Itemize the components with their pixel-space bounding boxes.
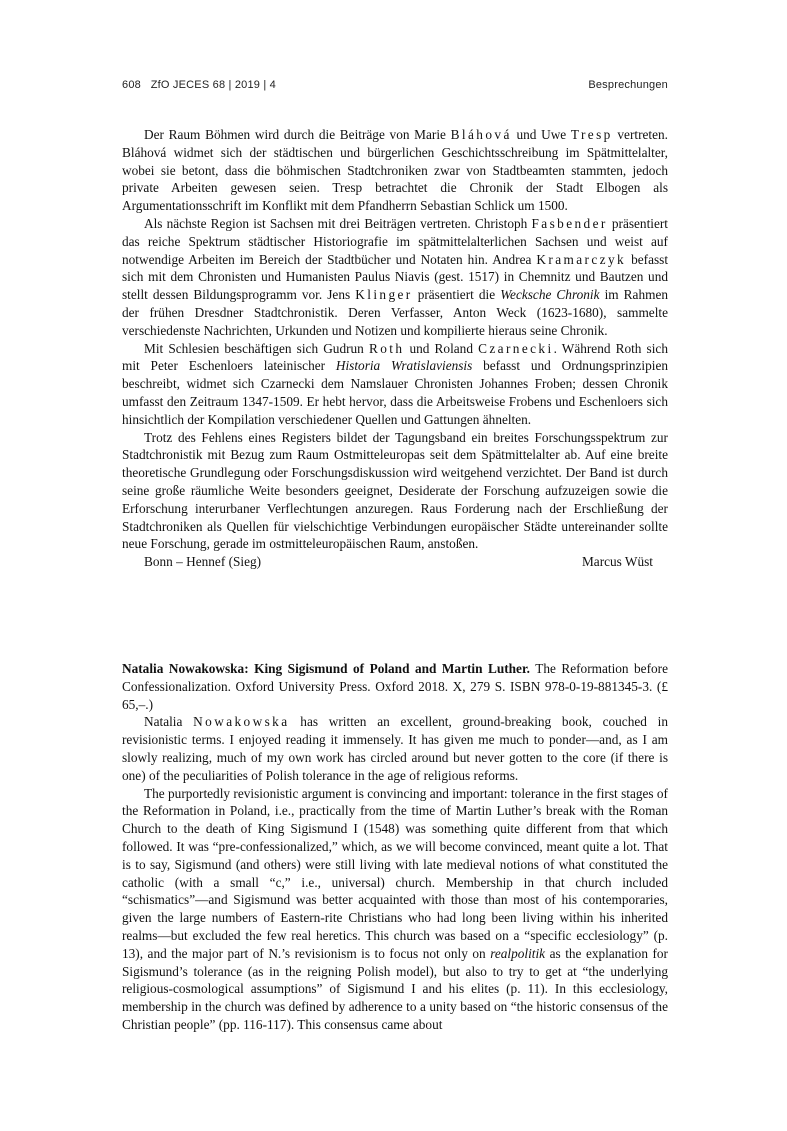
author-name: Nowakowska: [193, 714, 290, 730]
signature-author: Marcus Wüst: [581, 554, 653, 570]
author-name: Bláhová: [450, 127, 512, 142]
section-title: Besprechungen: [588, 79, 668, 91]
review-2-heading: [122, 660, 668, 713]
author-name: Czarnecki: [478, 340, 554, 356]
review-2-bibliography: The Reformation before Confessionalization. Oxford University Press. Oxford 2018. X, 279 S. ISBN 978-0-19-881345-3. (£ 65,–.): [122, 661, 668, 712]
author-name: Tresp: [570, 127, 613, 142]
review-2-title: Natalia Nowakowska: King Sigismund of Poland and Martin Luther.: [122, 661, 530, 676]
author-name: Kramarczyk: [536, 251, 627, 267]
review-1-paragraph-3: Mit Schlesien beschäftigen sich Gudrun Roth und Roland Czarnecki. Während Roth sich mit Peter Eschenloers lateinischer Historia Wratislaviensis befasst und Ordnungsprinzipien beschreibt, widmet sich Czarnecki dem Namslauer Chronisten Johannes Froben; dessen Chronik umfasst den Zeitraum 1347-1509. Er hebt hervor, dass die Arbeitsweise Frobens und Eschenloers sich hinsichtlich der Kompilation verschiedener Quellen und Gattungen ähnelten.: [122, 340, 668, 427]
journal-title: ZfO JECES 68 | 2019 | 4: [150, 79, 276, 91]
work-title: Wecksche Chronik: [500, 287, 600, 303]
review-2: [122, 660, 668, 1034]
review-2-paragraph-2: The purportedly revisionistic argument is convincing and important: tolerance in the first stages of the Reformation in Poland, i.e., practically from the time of Martin Luther’s break with the Roman Church to the death of King Sigismund I (1548) was something quite different from that which followed. It was “pre-confessionalized,” which, as we will become convinced, meant quite a lot. That is to say, Sigismund (and others) were still living with late medieval notions of what constituted the catholic (with a small “c,” i.e., universal) church. Membership in that church included “schismatics”—and Sigismund was better acquainted with those than most of his contemporaries, given the large numbers of Eastern-rite Christians who had long been living within his inherited realms—but excluded the few real heretics. This church was based on a “specific ecclesiology” (p. 13), and the major part of N.’s revisionism is to focus not only on realpolitik as the explanation for Sigismund’s tolerance (as in the reigning Polish model), but also to try to get at “the underlying religious-cosmological assumptions” of Sigismund I and his elites (p. 11). In this ecclesiology, membership in the church was defined by adherence to a unity based on “the historic consensus of the Christian people” (pp. 116-117). This consensus came about: [122, 785, 668, 1032]
review-1-paragraph-1: Der Raum Böhmen wird durch die Beiträge von Marie Bláhová und Uwe Tresp vertreten. Bláhová widmet sich der städtischen und bürgerlichen Geschichtsschreibung im Spätmittelalter, wobei sie betont, dass die böhmischen Stadtchroniken zwar von Stadtbeamten stammten, jedoch private Arbeiten gewesen seien. Tresp betrachtet die Chronik der Stadt Elbogen als Argumentationsschrift im Konflikt mit dem Pfandherrn Sebastian Schlick um 1500.: [122, 127, 668, 214]
review-2-paragraph-1: Natalia Nowakowska has written an excellent, ground-breaking book, couched in revisionistic terms. I enjoyed reading it immensely. It has given me much to ponder—and, as I am slowly realizing, much of my own work has circled around but never gotten to the core (if there is one) of the peculiarities of Polish tolerance in the age of religious reforms.: [122, 714, 668, 783]
review-1-signature: [122, 553, 668, 571]
page-number: 608: [122, 79, 141, 91]
review-1-paragraph-4: Trotz des Fehlens eines Registers bildet der Tagungsband ein breites Forschungsspektrum zur Stadtchronistik mit Bezug zum Raum Ostmitteleuropas seit dem Spätmittelalter ab. Auf eine breite theoretische Grundlegung oder Forschungsdiskussion wird weitgehend verzichtet. Der Band ist durch seine große räumliche Weite besonders geeignet, Desiderate der Forschung aufzuzeigen sowie die Erforschung interurbaner Verflechtungen anzuregen. Raus Forderung nach der Erschließung der Stadtchroniken als Quellen für vielschichtige Verbindungen europäischer Städte untereinander sollte neue Forschung, gerade im ostmitteleuropäischen Raum, anstoßen.: [122, 429, 668, 552]
term-realpolitik: realpolitik: [490, 945, 546, 961]
review-1-body: [122, 126, 668, 571]
review-1-paragraph-2: Als nächste Region ist Sachsen mit drei Beiträgen vertreten. Christoph Fasbender präsentiert das reiche Spektrum städtischer Historiografie im spätmittelalterlichen Sachsen und weist auf notwendige Arbeiten im Bereich der Stadtbücher und Notaten hin. Andrea Kramarczyk befasst sich mit dem Chronisten und Humanisten Paulus Niavis (gest. 1517) in Chemnitz und Bautzen und stellt dessen Bildungsprogramm vor. Jens Klinger präsentiert die Wecksche Chronik im Rahmen der frühen Dresdner Stadtchronistik. Deren Verfasser, Anton Weck (1623-1680), sammelte verschiedenste Nachrichten, Urkunden und Notizen und kompilierte hieraus seine Chronik.: [122, 215, 669, 338]
author-name: Fasbender: [531, 215, 608, 231]
author-name: Roth: [368, 340, 405, 356]
signature-place: Bonn – Hennef (Sieg): [144, 554, 262, 570]
work-title: Historia Wratislaviensis: [335, 358, 473, 374]
author-name: Klinger: [355, 287, 413, 303]
header-left: [122, 79, 276, 91]
